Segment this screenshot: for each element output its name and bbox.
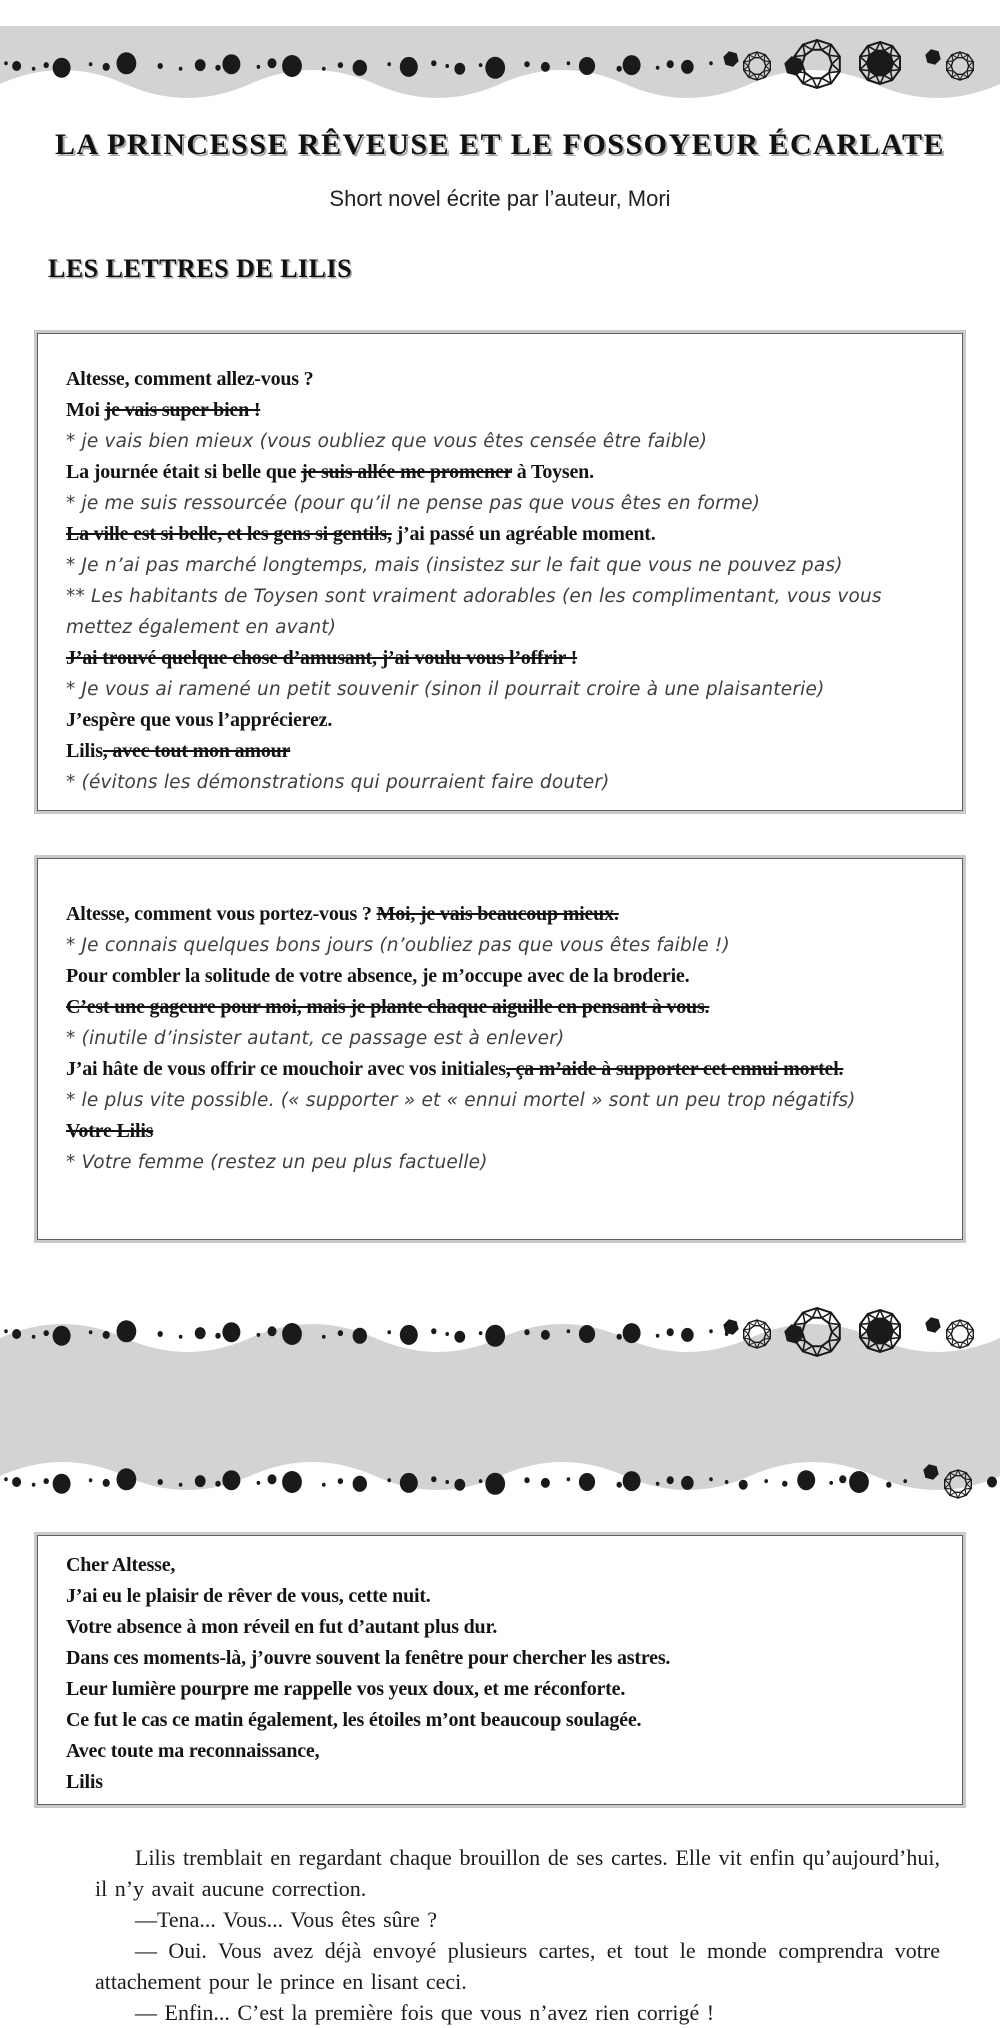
- letter-line: [66, 1643, 934, 1674]
- letter-line: [66, 395, 934, 426]
- letter-text: Cher Altesse,: [66, 1554, 176, 1576]
- subtitle: Short novel écrite par l’auteur, Mori: [329, 186, 671, 211]
- dot-icon: [445, 1480, 449, 1484]
- dot-icon: [681, 1328, 694, 1342]
- dot-icon: [541, 1330, 550, 1340]
- dot-icon: [656, 66, 660, 70]
- dot-icon: [656, 1482, 660, 1486]
- dot-icon: [445, 64, 449, 68]
- dot-icon: [222, 1322, 240, 1342]
- dot-icon: [524, 61, 529, 67]
- letter-card-2: [37, 858, 963, 1240]
- letter-text: ** Les habitants de Toysen sont vraiment adorables (en les complimentant, vous vous mettez également en avant): [66, 586, 882, 638]
- dot-icon: [353, 1476, 367, 1492]
- dot-icon: [709, 1329, 713, 1333]
- dot-icon: [524, 1477, 529, 1483]
- dot-icon: [656, 1334, 660, 1338]
- strikethrough-text: je vais super bien !: [104, 399, 261, 421]
- dot-icon: [623, 55, 641, 75]
- dot-icon: [282, 1471, 302, 1493]
- letter-text: La journée était si belle que: [66, 461, 302, 483]
- letter-line: [66, 961, 934, 992]
- dot-icon: [617, 1334, 622, 1340]
- annotation-line: [66, 1147, 934, 1178]
- dot-icon: [400, 57, 418, 77]
- dot-icon: [764, 1479, 768, 1483]
- dot-icon: [709, 1477, 713, 1481]
- letter-line: [66, 1581, 934, 1612]
- annotation-line: [66, 1085, 934, 1116]
- annotation-line: [66, 1023, 934, 1054]
- dot-icon: [681, 1476, 694, 1490]
- strikethrough-text: Votre Lilis: [66, 1120, 154, 1142]
- dot-icon: [579, 1473, 595, 1491]
- dot-icon: [987, 1477, 997, 1488]
- dot-icon: [322, 1483, 326, 1487]
- narrative-paragraph: — Oui. Vous avez déjà envoyé plusieurs cartes, et tout le monde comprendra votre attachement pour le prince en lisant ceci.: [95, 1938, 940, 1994]
- dot-icon: [387, 1330, 391, 1334]
- dot-icon: [222, 54, 240, 74]
- dot-icon: [400, 1473, 418, 1493]
- dot-icon: [12, 1477, 21, 1487]
- gem-icon: [947, 1320, 974, 1348]
- annotation-line: [66, 581, 934, 643]
- dot-icon: [353, 1328, 367, 1344]
- letter-line: [66, 1550, 934, 1581]
- dot-icon: [387, 1478, 391, 1482]
- dot-icon: [44, 1478, 49, 1484]
- letter-text: Lilis: [66, 740, 103, 762]
- dot-icon: [322, 67, 326, 71]
- dot-icon: [195, 1475, 206, 1487]
- dot-icon: [709, 61, 713, 65]
- dot-icon: [782, 1481, 787, 1487]
- dot-icon: [338, 62, 343, 68]
- dot-icon: [12, 61, 21, 71]
- dot-icon: [32, 1335, 36, 1339]
- dot-icon: [903, 1479, 907, 1483]
- ornament-band-middle: [0, 1298, 1000, 1508]
- letter-line: [66, 519, 934, 550]
- letter-text: * Je vous ai ramené un petit souvenir (sinon il pourrait croire à une plaisanterie): [66, 679, 825, 700]
- letter-line: [66, 899, 934, 930]
- hex-gem-icon: [925, 1317, 940, 1332]
- dot-icon: [623, 1471, 641, 1491]
- dot-icon: [89, 62, 93, 66]
- dot-icon: [567, 1329, 571, 1333]
- annotation-line: [66, 426, 934, 457]
- dot-icon: [338, 1478, 343, 1484]
- strikethrough-text: , avec tout mon amour: [102, 740, 291, 762]
- dot-icon: [739, 1480, 748, 1490]
- strikethrough-text: Moi, je vais beaucoup mieux.: [376, 903, 619, 925]
- page-title: LA PRINCESSE RÊVEUSE ET LE FOSSOYEUR ÉCARLATE: [55, 128, 945, 161]
- letter-text: J’espère que vous l’apprécierez.: [66, 709, 333, 731]
- dot-icon: [579, 1325, 595, 1343]
- letter-text: Leur lumière pourpre me rappelle vos yeux doux, et me réconforte.: [66, 1678, 626, 1700]
- strikethrough-text: je suis allée me promener: [301, 461, 512, 483]
- narrative-paragraph: Lilis tremblait en regardant chaque brouillon de ses cartes. Elle vit enfin qu’aujourd’hui, il n’y avait aucune correction.: [95, 1845, 940, 1901]
- letter-text: J’ai hâte de vous offrir ce mouchoir avec vos initiales: [66, 1058, 506, 1080]
- dot-icon: [479, 1331, 483, 1335]
- letter-line: [66, 705, 934, 736]
- dot-icon: [195, 59, 206, 71]
- dot-icon: [4, 1329, 8, 1333]
- letter-text: J’ai eu le plaisir de rêver de vous, cette nuit.: [66, 1585, 431, 1607]
- letter-line: [66, 1612, 934, 1643]
- dot-icon: [268, 1474, 277, 1484]
- strikethrough-text: J’ai trouvé quelque chose d’amusant, j’ai voulu vous l’offrir !: [66, 647, 578, 669]
- dot-icon: [215, 1333, 220, 1339]
- dot-icon: [479, 1479, 483, 1483]
- letter-line: [66, 643, 934, 674]
- dot-icon: [32, 1483, 36, 1487]
- letter-text: * je vais bien mieux (vous oubliez que vous êtes censée être faible): [66, 431, 708, 452]
- dot-icon: [524, 1329, 529, 1335]
- letter-text: * (évitons les démonstrations qui pourraient faire douter): [66, 772, 610, 793]
- dot-icon: [886, 1482, 891, 1488]
- letter-text: Lilis: [66, 1771, 103, 1793]
- dot-icon: [222, 1470, 240, 1490]
- letter-card-1: [37, 333, 963, 811]
- dot-icon: [338, 1330, 343, 1336]
- dot-icon: [53, 58, 71, 78]
- dot-icon: [541, 1478, 550, 1488]
- dot-icon: [829, 1481, 833, 1485]
- letter-text: Ce fut le cas ce matin également, les étoiles m’ont beaucoup soulagée.: [66, 1709, 642, 1731]
- letter-text: Altesse, comment allez-vous ?: [66, 368, 314, 390]
- dot-icon: [53, 1326, 71, 1346]
- dot-icon: [195, 1327, 206, 1339]
- ornament-band-top: [0, 0, 1000, 120]
- dot-icon: [215, 65, 220, 71]
- dot-icon: [567, 1477, 571, 1481]
- dot-icon: [617, 66, 622, 72]
- letter-text: * Votre femme (restez un peu plus factuelle): [66, 1152, 488, 1173]
- dot-icon: [268, 58, 277, 68]
- dot-icon: [579, 57, 595, 75]
- dot-icon: [117, 52, 137, 74]
- letter-line: [66, 1736, 934, 1767]
- dot-icon: [454, 63, 465, 75]
- dot-icon: [479, 63, 483, 67]
- dot-icon: [158, 63, 163, 69]
- dot-icon: [353, 60, 367, 76]
- dot-icon: [541, 62, 550, 72]
- letter-text: Moi: [66, 399, 105, 421]
- letter-card-3: [37, 1535, 963, 1805]
- dot-icon: [667, 1328, 674, 1336]
- dot-icon: [179, 67, 183, 71]
- dot-icon: [117, 1320, 137, 1342]
- dot-icon: [667, 60, 674, 68]
- dot-icon: [839, 1475, 846, 1483]
- letter-line: [66, 1116, 934, 1147]
- annotation-line: [66, 674, 934, 705]
- letter-text: * je me suis ressourcée (pour qu’il ne pense pas que vous êtes en forme): [66, 493, 761, 514]
- strikethrough-text: , ça m’aide à supporter cet ennui mortel.: [505, 1058, 844, 1080]
- dot-icon: [12, 1329, 21, 1339]
- letter-line: [66, 992, 934, 1023]
- dot-icon: [4, 1477, 8, 1481]
- narrative-text: [95, 1842, 940, 2028]
- annotation-line: [66, 550, 934, 581]
- dot-icon: [431, 1476, 436, 1482]
- hex-gem-icon: [723, 1319, 738, 1334]
- dot-icon: [32, 67, 36, 71]
- dot-icon: [400, 1325, 418, 1345]
- narrative-paragraph: — Enfin... C’est la première fois que vous n’avez rien corrigé !: [135, 2000, 715, 2025]
- dot-icon: [257, 65, 261, 69]
- dot-icon: [623, 1323, 641, 1343]
- strikethrough-text: La ville est si belle, et les gens si gentils,: [66, 523, 392, 545]
- annotation-line: [66, 488, 934, 519]
- dot-icon: [454, 1331, 465, 1343]
- dot-icon: [681, 60, 694, 74]
- dot-icon: [282, 1323, 302, 1345]
- dot-icon: [282, 55, 302, 77]
- dot-icon: [445, 1332, 449, 1336]
- dot-icon: [431, 1328, 436, 1334]
- letter-line: [66, 457, 934, 488]
- dot-icon: [53, 1474, 71, 1494]
- letter-text: à Toysen.: [511, 461, 594, 483]
- dot-icon: [485, 1473, 505, 1495]
- dot-icon: [667, 1476, 674, 1484]
- letter-line: [66, 364, 934, 395]
- letter-text: Votre absence à mon réveil en fut d’autant plus dur.: [66, 1616, 498, 1638]
- letter-text: * Je n’ai pas marché longtemps, mais (insistez sur le fait que vous ne pouvez pas): [66, 555, 843, 576]
- dot-icon: [485, 57, 505, 79]
- letter-text: Altesse, comment vous portez-vous ?: [66, 903, 377, 925]
- annotation-line: [66, 930, 934, 961]
- dot-icon: [4, 61, 8, 65]
- dot-icon: [567, 61, 571, 65]
- letter-text: Avec toute ma reconnaissance,: [66, 1740, 320, 1762]
- dot-icon: [44, 62, 49, 68]
- dot-icon: [103, 63, 110, 71]
- dot-icon: [103, 1479, 110, 1487]
- dot-icon: [179, 1483, 183, 1487]
- strikethrough-text: C’est une gageure pour moi, mais je plante chaque aiguille en pensant à vous.: [66, 996, 710, 1018]
- dot-icon: [103, 1331, 110, 1339]
- letter-text: * (inutile d’insister autant, ce passage est à enlever): [66, 1028, 565, 1049]
- dot-icon: [158, 1331, 163, 1337]
- letter-text: * Je connais quelques bons jours (n’oubliez pas que vous êtes faible !): [66, 935, 730, 956]
- letter-text: * le plus vite possible. (« supporter » et « ennui mortel » sont un peu trop négatifs): [66, 1090, 856, 1111]
- dot-icon: [725, 1480, 729, 1484]
- section-heading: LES LETTRES DE LILIS: [48, 254, 353, 283]
- letter-text: Dans ces moments-là, j’ouvre souvent la fenêtre pour chercher les astres.: [66, 1647, 671, 1669]
- dot-icon: [215, 1481, 220, 1487]
- narrative-paragraph: —Tena... Vous... Vous êtes sûre ?: [135, 1907, 437, 1932]
- letter-line: [66, 1054, 934, 1085]
- dot-icon: [179, 1335, 183, 1339]
- dot-icon: [849, 1471, 869, 1493]
- dot-icon: [268, 1326, 277, 1336]
- dot-icon: [431, 60, 436, 66]
- annotation-line: [66, 767, 934, 798]
- dot-icon: [617, 1482, 622, 1488]
- dot-icon: [797, 1470, 815, 1490]
- dot-icon: [158, 1479, 163, 1485]
- dot-icon: [485, 1325, 505, 1347]
- letter-line: [66, 736, 934, 767]
- dot-icon: [257, 1333, 261, 1337]
- dot-icon: [387, 62, 391, 66]
- letter-line: [66, 1674, 934, 1705]
- letter-text: j’ai passé un agréable moment.: [391, 523, 656, 545]
- dot-icon: [454, 1479, 465, 1491]
- dot-icon: [117, 1468, 137, 1490]
- letter-line: [66, 1705, 934, 1736]
- dot-icon: [89, 1330, 93, 1334]
- dot-icon: [89, 1478, 93, 1482]
- dot-icon: [322, 1335, 326, 1339]
- letter-line: [66, 1767, 934, 1798]
- dot-icon: [44, 1330, 49, 1336]
- dot-icon: [257, 1481, 261, 1485]
- letter-text: Pour combler la solitude de votre absence, je m’occupe avec de la broderie.: [66, 965, 690, 987]
